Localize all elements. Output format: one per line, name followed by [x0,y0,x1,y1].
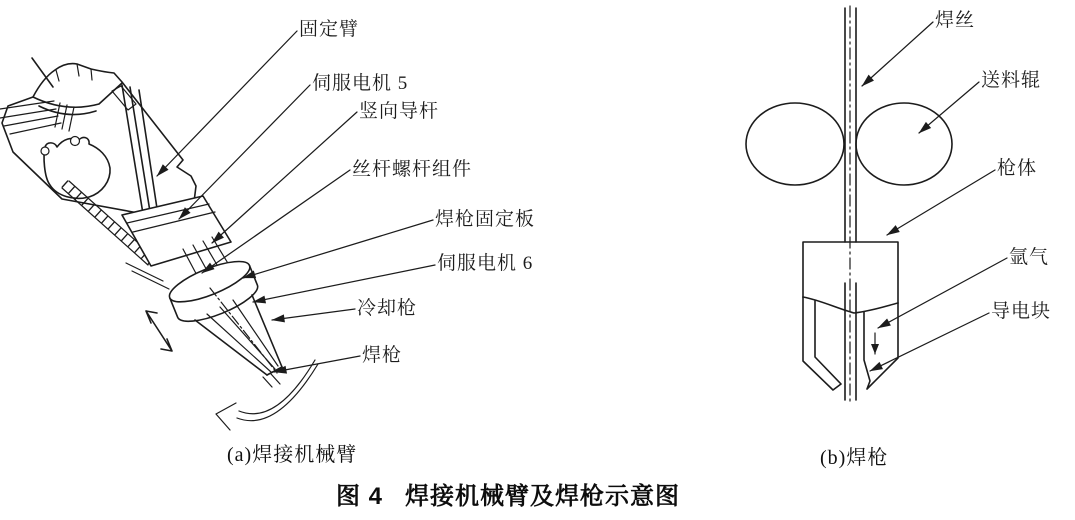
feed-roller-right [856,103,952,185]
label-feed-roller: 送料辊 [981,70,1042,91]
feed-roller-left [746,103,844,185]
figure-title-text: 焊接机械臂及焊枪示意图 [405,483,681,510]
leader-welding-torch [274,356,360,372]
rotation-arrow [216,360,318,430]
nozzle-prong-left [803,297,841,390]
label-servo-motor-6: 伺服电机 6 [437,253,534,274]
label-fixed-arm: 固定臂 [299,19,360,40]
label-welding-torch: 焊枪 [362,345,403,366]
label-gun-body: 枪体 [997,158,1038,179]
leader-servo-motor-6 [253,265,435,302]
leader-servo-motor-5 [179,85,310,219]
figure-title [336,483,680,511]
motor-face-blob [44,137,110,198]
torch-drawing [746,6,952,404]
leader-welding-wire [862,22,933,86]
label-torch-mounting-plate: 焊枪固定板 [435,209,536,230]
caption-panel-a: (a)焊接机械臂 [227,444,358,466]
blob-ear-left [41,147,49,155]
label-welding-wire: 焊丝 [935,10,976,31]
torch-mount-plate-lines [126,263,169,289]
arm-housing [2,64,196,217]
label-cooling-gun: 冷却枪 [357,298,418,319]
blob-ear-right [71,137,80,146]
label-servo-motor-5: 伺服电机 5 [312,73,409,94]
linear-motion-arrow [146,311,172,351]
nozzle-prong-right [864,303,898,389]
arm-drawing [0,58,318,430]
carriage-block [122,196,231,266]
label-argon-gas: 氩气 [1009,247,1050,268]
label-conductive-block: 导电块 [991,301,1052,322]
label-vertical-guide-rod: 竖向导杆 [359,101,440,122]
leader-vertical-guide-rod [212,112,357,243]
leader-conductive-block [870,313,989,371]
housing-front-edge [33,83,122,107]
leader-cooling-gun [272,309,355,320]
leader-fixed-arm [157,31,297,176]
leader-torch-mounting-plate [243,220,433,278]
figure-number: 图 4 [336,483,384,510]
label-screw-assembly: 丝杆螺杆组件 [352,159,473,180]
caption-panel-b: (b)焊枪 [820,447,889,469]
